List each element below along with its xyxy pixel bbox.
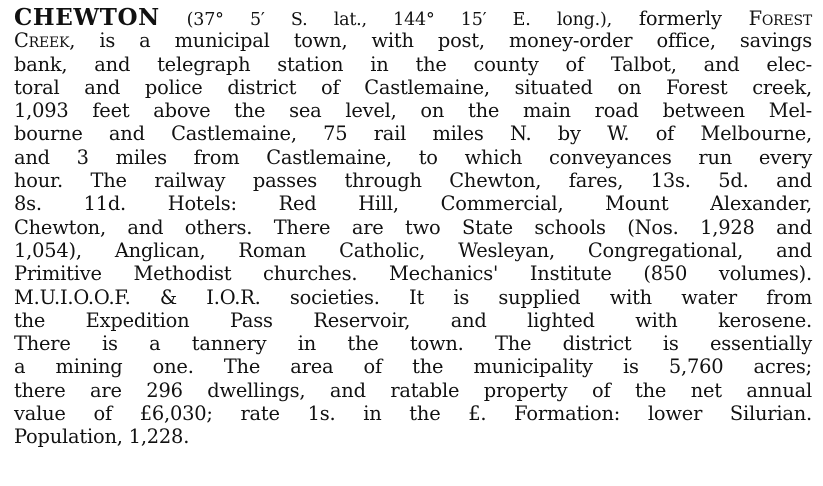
entry-line: bank, and telegraph station in the county of Talbot, and elec-: [14, 52, 812, 76]
coordinates: (37° 5′ S. lat., 144° 15′ E. long.),: [186, 10, 613, 30]
entry-line: Primitive Methodist churches. Mechanics' Institute (850 volumes).: [14, 262, 812, 286]
headword: CHEWTON: [14, 4, 160, 31]
entry-line: 8s. 11d. Hotels: Red Hill, Commercial, Mount Alexander,: [14, 192, 812, 216]
entry-line: the Expedition Pass Reservoir, and lighted with kerosene.: [14, 308, 812, 332]
entry-line-last: Population, 1,228.: [14, 425, 190, 449]
entry-line: 1,054), Anglican, Roman Catholic, Wesleyan, Congregational, and: [14, 238, 812, 262]
entry-line: [14, 6, 812, 29]
entry-line: a mining one. The area of the municipality is 5,760 acres;: [14, 355, 812, 379]
entry-line: and 3 miles from Castlemaine, to which conveyances run every: [14, 145, 812, 169]
former-name-part-1: Forest: [748, 7, 813, 30]
former-name-part-2: Creek: [14, 29, 70, 53]
entry-line: value of £6,030; rate 1s. in the £. Formation: lower Silurian.: [14, 402, 812, 426]
entry-line: toral and police district of Castlemaine, situated on Forest creek,: [14, 75, 812, 99]
entry-line: M.U.I.O.O.F. & I.O.R. societies. It is supplied with water from: [14, 285, 812, 309]
entry-line: There is a tannery in the town. The district is essentially: [14, 332, 812, 356]
gazetteer-entry: [14, 6, 812, 449]
entry-line: Chewton, and others. There are two State schools (Nos. 1,928 and: [14, 215, 812, 239]
entry-line: 1,093 feet above the sea level, on the main road between Mel-: [14, 99, 812, 123]
entry-text: , is a municipal town, with post, money-order office, savings: [69, 29, 812, 53]
entry-line: there are 296 dwellings, and ratable property of the net annual: [14, 378, 812, 402]
entry-line: [14, 29, 812, 52]
former-label: formerly: [638, 7, 722, 30]
entry-line: hour. The railway passes through Chewton, fares, 13s. 5d. and: [14, 169, 812, 193]
entry-line: bourne and Castlemaine, 75 rail miles N. by W. of Melbourne,: [14, 122, 812, 146]
